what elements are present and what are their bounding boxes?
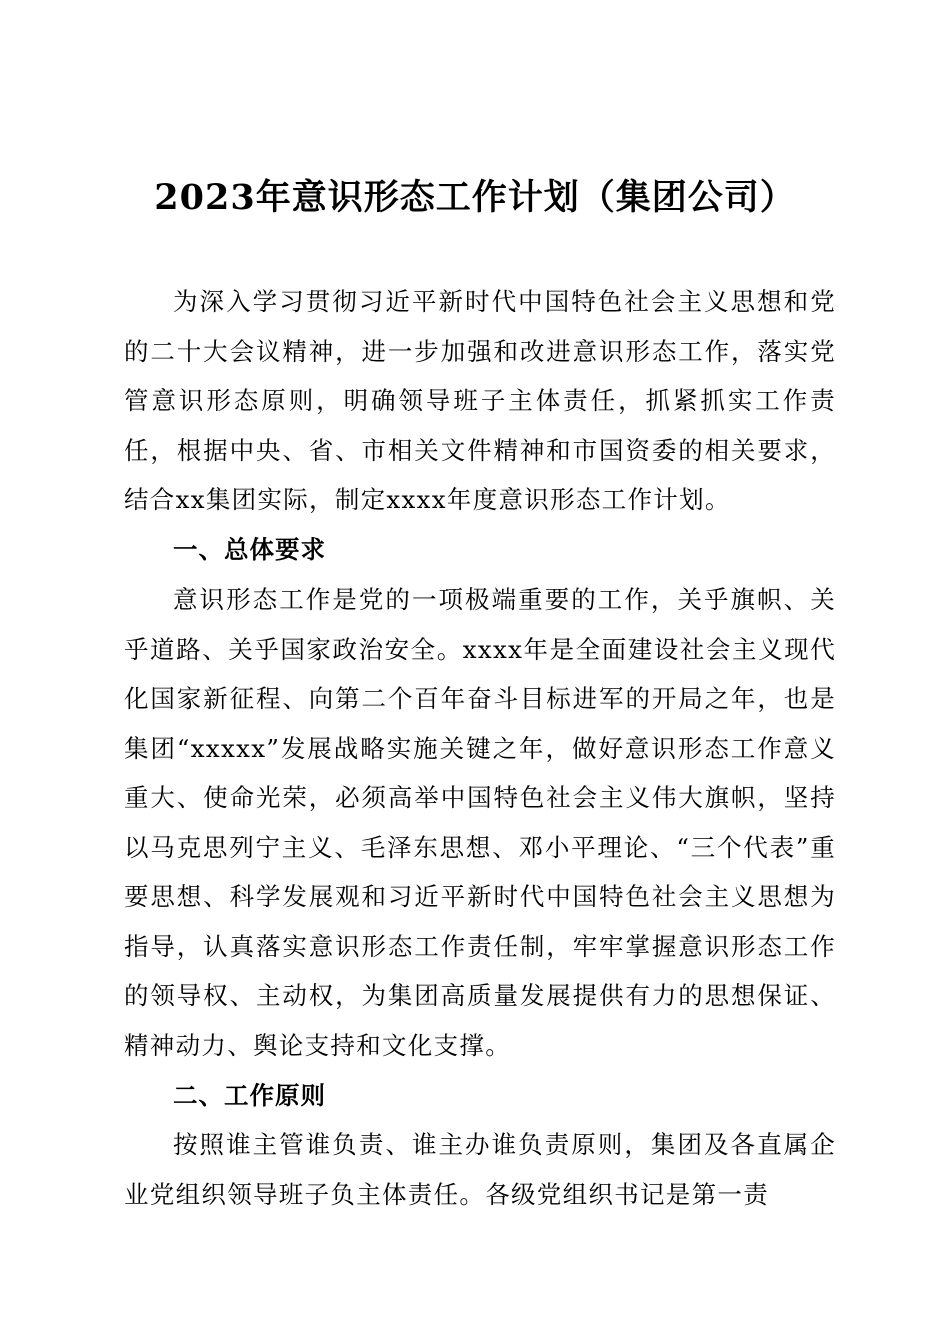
- document-title: 2023年意识形态工作计划（集团公司）: [154, 177, 796, 218]
- intro-paragraph: 为深入学习贯彻习近平新时代中国特色社会主义思想和党的二十大会议精神，进一步加强和改进意识形态工作，落实党管意识形态原则，明确领导班子主体责任，抓紧抓实工作责任，根据中央、省、市相关文件精神和市国资委的相关要求，结合xx集团实际，制定xxxx年度意识形态工作计划。: [124, 287, 836, 514]
- section-paragraph-general-requirements: 意识形态工作是党的一项极端重要的工作，关乎旗帜、关乎道路、关乎国家政治安全。xxxx年是全面建设社会主义现代化国家新征程、向第二个百年奋斗目标进军的开局之年，也是集团“xxxxx”发展战略实施关键之年，做好意识形态工作意义重大、使命光荣，必须高举中国特色社会主义伟大旗帜，坚持以马克思列宁主义、毛泽东思想、邓小平理论、“三个代表”重要思想、科学发展观和习近平新时代中国特色社会主义思想为指导，认真落实意识形态工作责任制，牢牢掌握意识形态工作的领导权、主动权，为集团高质量发展提供有力的思想保证、精神动力、舆论支持和文化支撑。: [124, 585, 836, 1060]
- section-heading-general-requirements: 一、总体要求: [173, 535, 326, 564]
- section-paragraph-work-principles: 按照谁主管谁负责、谁主办谁负责原则，集团及各直属企业党组织领导班子负主体责任。各级党组织书记是第一责: [124, 1130, 836, 1209]
- section-heading-work-principles: 二、工作原则: [173, 1081, 326, 1110]
